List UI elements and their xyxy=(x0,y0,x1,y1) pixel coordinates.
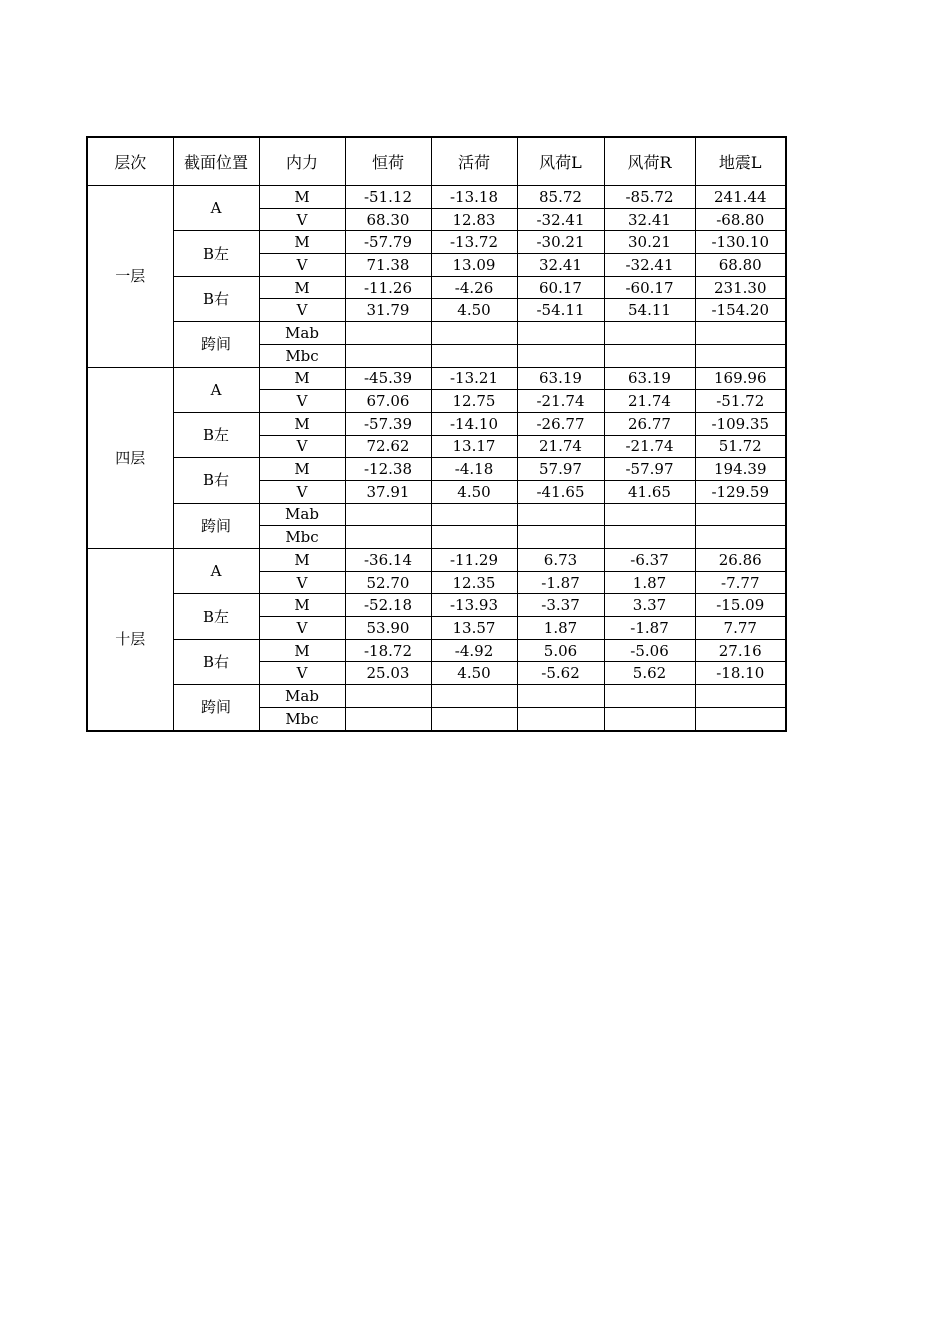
value-cell: -13.18 xyxy=(431,186,517,209)
header-dead-load: 恒荷 xyxy=(345,137,431,186)
value-cell: 60.17 xyxy=(517,276,604,299)
table-row xyxy=(87,594,786,617)
header-seismic-left: 地震L xyxy=(695,137,786,186)
force-label: Mbc xyxy=(259,707,345,730)
value-cell: 194.39 xyxy=(695,458,786,481)
value-cell: 67.06 xyxy=(345,390,431,413)
force-label: V xyxy=(259,299,345,322)
table-row xyxy=(87,276,786,299)
value-cell xyxy=(695,707,786,730)
force-label: Mbc xyxy=(259,526,345,549)
table-row xyxy=(87,458,786,481)
header-wind-left: 风荷L xyxy=(517,137,604,186)
header-layer: 层次 xyxy=(87,137,173,186)
value-cell: 26.86 xyxy=(695,549,786,572)
value-cell xyxy=(345,707,431,730)
value-cell xyxy=(695,344,786,367)
value-cell: -4.18 xyxy=(431,458,517,481)
value-cell: -68.80 xyxy=(695,208,786,231)
value-cell: -154.20 xyxy=(695,299,786,322)
value-cell: 5.06 xyxy=(517,639,604,662)
value-cell: 21.74 xyxy=(517,435,604,458)
value-cell: 26.77 xyxy=(604,412,695,435)
header-wind-right: 风荷R xyxy=(604,137,695,186)
value-cell: 4.50 xyxy=(431,299,517,322)
value-cell: -11.26 xyxy=(345,276,431,299)
value-cell: -4.26 xyxy=(431,276,517,299)
force-label: V xyxy=(259,254,345,277)
section-label: B右 xyxy=(173,639,259,684)
value-cell: 1.87 xyxy=(604,571,695,594)
table-row xyxy=(87,549,786,572)
value-cell: 54.11 xyxy=(604,299,695,322)
value-cell: 27.16 xyxy=(695,639,786,662)
force-label: M xyxy=(259,549,345,572)
value-cell xyxy=(695,526,786,549)
table-row xyxy=(87,503,786,526)
value-cell xyxy=(431,344,517,367)
value-cell: 4.50 xyxy=(431,480,517,503)
table-row xyxy=(87,412,786,435)
table-row xyxy=(87,231,786,254)
force-label: M xyxy=(259,458,345,481)
force-label: M xyxy=(259,639,345,662)
value-cell xyxy=(517,685,604,708)
value-cell: -13.21 xyxy=(431,367,517,390)
value-cell: 68.30 xyxy=(345,208,431,231)
value-cell: -21.74 xyxy=(604,435,695,458)
value-cell: 68.80 xyxy=(695,254,786,277)
value-cell: 3.37 xyxy=(604,594,695,617)
value-cell: 25.03 xyxy=(345,662,431,685)
value-cell xyxy=(345,526,431,549)
value-cell: -57.39 xyxy=(345,412,431,435)
value-cell: -6.37 xyxy=(604,549,695,572)
value-cell: 5.62 xyxy=(604,662,695,685)
value-cell: -12.38 xyxy=(345,458,431,481)
value-cell: 53.90 xyxy=(345,617,431,640)
header-section: 截面位置 xyxy=(173,137,259,186)
value-cell: -32.41 xyxy=(517,208,604,231)
section-label: A xyxy=(173,549,259,594)
value-cell: -1.87 xyxy=(517,571,604,594)
layer-label: 十层 xyxy=(87,549,173,731)
force-label: V xyxy=(259,208,345,231)
value-cell: 41.65 xyxy=(604,480,695,503)
value-cell xyxy=(695,322,786,345)
value-cell: -5.06 xyxy=(604,639,695,662)
value-cell: 57.97 xyxy=(517,458,604,481)
value-cell: -7.77 xyxy=(695,571,786,594)
value-cell: -109.35 xyxy=(695,412,786,435)
value-cell: 72.62 xyxy=(345,435,431,458)
section-label: 跨间 xyxy=(173,503,259,548)
table-body xyxy=(87,186,786,731)
section-label: A xyxy=(173,367,259,412)
value-cell: 12.35 xyxy=(431,571,517,594)
force-label: V xyxy=(259,571,345,594)
value-cell: -13.93 xyxy=(431,594,517,617)
value-cell: -1.87 xyxy=(604,617,695,640)
value-cell: -54.11 xyxy=(517,299,604,322)
force-label: V xyxy=(259,435,345,458)
value-cell: 7.77 xyxy=(695,617,786,640)
value-cell: 13.17 xyxy=(431,435,517,458)
value-cell: 37.91 xyxy=(345,480,431,503)
value-cell xyxy=(345,503,431,526)
section-label: 跨间 xyxy=(173,322,259,367)
value-cell: -129.59 xyxy=(695,480,786,503)
value-cell: -130.10 xyxy=(695,231,786,254)
value-cell: 241.44 xyxy=(695,186,786,209)
value-cell: -57.97 xyxy=(604,458,695,481)
value-cell: 52.70 xyxy=(345,571,431,594)
value-cell xyxy=(345,322,431,345)
force-label: V xyxy=(259,617,345,640)
value-cell: 51.72 xyxy=(695,435,786,458)
force-label: M xyxy=(259,594,345,617)
layer-label: 四层 xyxy=(87,367,173,549)
value-cell xyxy=(695,503,786,526)
section-label: B右 xyxy=(173,276,259,321)
value-cell: 71.38 xyxy=(345,254,431,277)
value-cell: 31.79 xyxy=(345,299,431,322)
value-cell: -11.29 xyxy=(431,549,517,572)
value-cell: -32.41 xyxy=(604,254,695,277)
value-cell: 231.30 xyxy=(695,276,786,299)
value-cell: 12.83 xyxy=(431,208,517,231)
value-cell xyxy=(431,707,517,730)
value-cell: -3.37 xyxy=(517,594,604,617)
value-cell xyxy=(345,685,431,708)
value-cell xyxy=(517,503,604,526)
value-cell: -30.21 xyxy=(517,231,604,254)
value-cell xyxy=(431,526,517,549)
value-cell: -13.72 xyxy=(431,231,517,254)
layer-label: 一层 xyxy=(87,186,173,368)
value-cell: 4.50 xyxy=(431,662,517,685)
value-cell: 1.87 xyxy=(517,617,604,640)
value-cell: -18.72 xyxy=(345,639,431,662)
internal-force-table xyxy=(86,136,787,732)
value-cell: 13.09 xyxy=(431,254,517,277)
force-label: M xyxy=(259,231,345,254)
value-cell: -14.10 xyxy=(431,412,517,435)
force-label: M xyxy=(259,412,345,435)
value-cell: -26.77 xyxy=(517,412,604,435)
value-cell xyxy=(431,503,517,526)
value-cell xyxy=(604,685,695,708)
value-cell: 32.41 xyxy=(517,254,604,277)
section-label: B右 xyxy=(173,458,259,503)
value-cell xyxy=(345,344,431,367)
value-cell: -85.72 xyxy=(604,186,695,209)
section-label: B左 xyxy=(173,412,259,457)
table-row xyxy=(87,639,786,662)
value-cell xyxy=(517,344,604,367)
force-label: V xyxy=(259,390,345,413)
value-cell xyxy=(604,707,695,730)
table-row xyxy=(87,685,786,708)
value-cell: 30.21 xyxy=(604,231,695,254)
value-cell: -52.18 xyxy=(345,594,431,617)
value-cell: -60.17 xyxy=(604,276,695,299)
value-cell: 169.96 xyxy=(695,367,786,390)
section-label: B左 xyxy=(173,594,259,639)
value-cell: -51.12 xyxy=(345,186,431,209)
value-cell: -5.62 xyxy=(517,662,604,685)
value-cell: 85.72 xyxy=(517,186,604,209)
section-label: A xyxy=(173,186,259,231)
value-cell: 6.73 xyxy=(517,549,604,572)
header-force: 内力 xyxy=(259,137,345,186)
value-cell: -21.74 xyxy=(517,390,604,413)
value-cell: -15.09 xyxy=(695,594,786,617)
value-cell xyxy=(604,344,695,367)
force-label: Mab xyxy=(259,503,345,526)
value-cell xyxy=(431,322,517,345)
value-cell xyxy=(604,526,695,549)
force-label: M xyxy=(259,367,345,390)
value-cell: -51.72 xyxy=(695,390,786,413)
value-cell xyxy=(517,707,604,730)
value-cell: -57.79 xyxy=(345,231,431,254)
value-cell xyxy=(604,322,695,345)
value-cell: 21.74 xyxy=(604,390,695,413)
force-label: V xyxy=(259,662,345,685)
value-cell: 63.19 xyxy=(517,367,604,390)
table-row xyxy=(87,322,786,345)
force-label: Mbc xyxy=(259,344,345,367)
force-label: M xyxy=(259,186,345,209)
header-live-load: 活荷 xyxy=(431,137,517,186)
value-cell: -36.14 xyxy=(345,549,431,572)
value-cell xyxy=(695,685,786,708)
section-label: B左 xyxy=(173,231,259,276)
value-cell: 13.57 xyxy=(431,617,517,640)
value-cell: 12.75 xyxy=(431,390,517,413)
force-label: Mab xyxy=(259,322,345,345)
force-label: M xyxy=(259,276,345,299)
value-cell xyxy=(517,526,604,549)
section-label: 跨间 xyxy=(173,685,259,731)
value-cell xyxy=(604,503,695,526)
value-cell: -18.10 xyxy=(695,662,786,685)
value-cell: -4.92 xyxy=(431,639,517,662)
table-row xyxy=(87,186,786,209)
force-label: Mab xyxy=(259,685,345,708)
value-cell xyxy=(431,685,517,708)
force-label: V xyxy=(259,480,345,503)
value-cell: 63.19 xyxy=(604,367,695,390)
table-row xyxy=(87,367,786,390)
value-cell: 32.41 xyxy=(604,208,695,231)
value-cell xyxy=(517,322,604,345)
header-row xyxy=(87,137,786,186)
value-cell: -45.39 xyxy=(345,367,431,390)
value-cell: -41.65 xyxy=(517,480,604,503)
